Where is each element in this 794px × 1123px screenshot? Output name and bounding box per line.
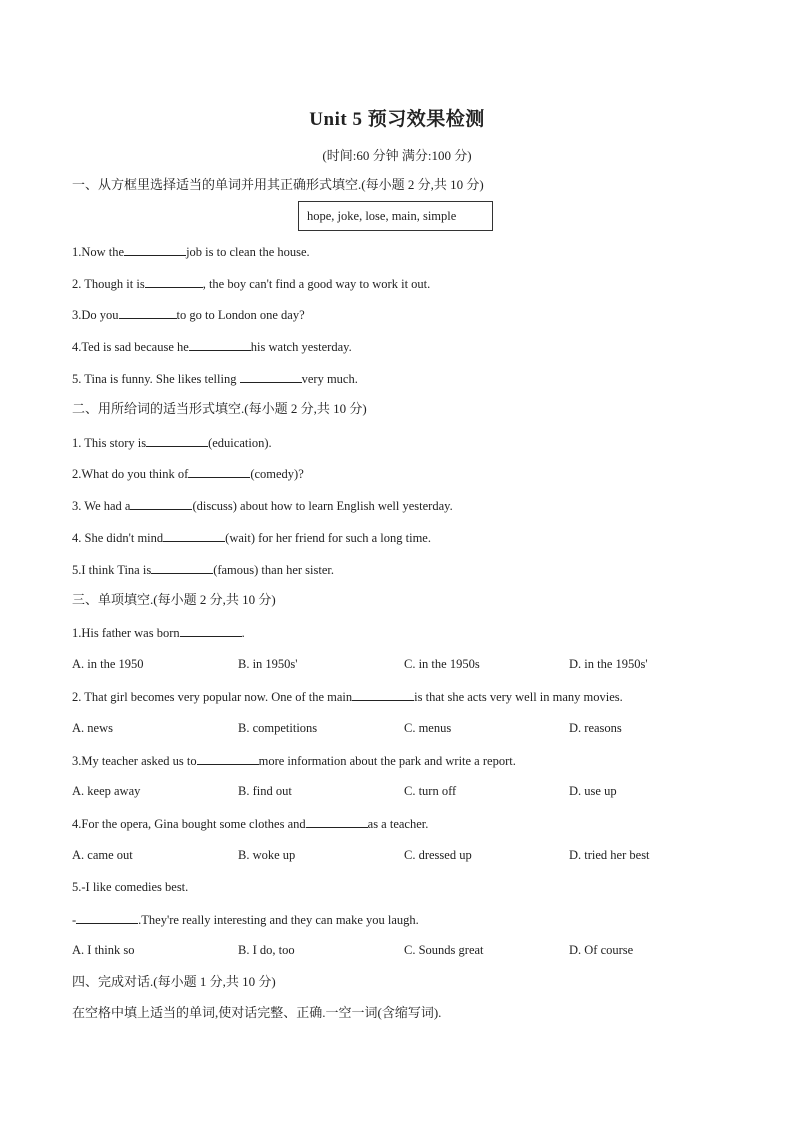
s3-question-5-response: - .They're really interesting and they can make you laugh. — [72, 913, 419, 927]
s3-question-2: 2. That girl becomes very popular now. One of the main is that she acts very well in many movies. — [72, 690, 623, 704]
option-a[interactable]: A. in the 1950 — [72, 657, 144, 671]
answer-blank[interactable] — [180, 624, 242, 637]
s3-question-5: 5.-I like comedies best. — [72, 880, 189, 894]
s1-item-1: 1.Now the job is to clean the house. — [72, 245, 310, 259]
s1-item-2: 2. Though it is , the boy can't find a good way to work it out. — [72, 277, 431, 291]
answer-blank[interactable] — [163, 529, 225, 542]
answer-blank[interactable] — [240, 370, 302, 383]
answer-blank[interactable] — [76, 911, 138, 924]
s2-item-1: 1. This story is (eduication). — [72, 436, 272, 450]
answer-blank[interactable] — [189, 338, 251, 351]
s3-question-1: 1.His father was born . — [72, 626, 245, 640]
option-c[interactable]: C. in the 1950s — [404, 657, 480, 671]
s1-item-4: 4.Ted is sad because he his watch yesterday. — [72, 340, 352, 354]
option-d[interactable]: D. use up — [569, 784, 617, 798]
section2-heading: 二、用所给词的适当形式填空.(每小题 2 分,共 10 分) — [72, 401, 367, 416]
answer-blank[interactable] — [197, 752, 259, 765]
option-c[interactable]: C. menus — [404, 721, 452, 735]
option-b[interactable]: B. find out — [238, 784, 292, 798]
option-c[interactable]: C. Sounds great — [404, 943, 484, 957]
answer-blank[interactable] — [145, 275, 203, 288]
section1-heading: 一、从方框里选择适当的单词并用其正确形式填空.(每小题 2 分,共 10 分) — [72, 177, 484, 192]
s2-item-5: 5.I think Tina is (famous) than her sister. — [72, 563, 334, 577]
answer-blank[interactable] — [119, 306, 177, 319]
option-a[interactable]: A. came out — [72, 848, 133, 862]
option-d[interactable]: D. reasons — [569, 721, 622, 735]
answer-blank[interactable] — [130, 497, 192, 510]
option-b[interactable]: B. I do, too — [238, 943, 295, 957]
section4-instruction: 在空格中填上适当的单词,使对话完整、正确.一空一词(含缩写词). — [72, 1005, 442, 1020]
page-title: Unit 5 预习效果检测 — [309, 109, 485, 130]
s3-question-4: 4.For the opera, Gina bought some clothes and as a teacher. — [72, 817, 429, 831]
option-d[interactable]: D. tried her best — [569, 848, 650, 862]
option-a[interactable]: A. news — [72, 721, 113, 735]
answer-blank[interactable] — [124, 243, 186, 256]
answer-blank[interactable] — [188, 465, 250, 478]
option-b[interactable]: B. in 1950s' — [238, 657, 298, 671]
section3-heading: 三、单项填空.(每小题 2 分,共 10 分) — [72, 592, 276, 607]
option-d[interactable]: D. Of course — [569, 943, 634, 957]
s2-item-2: 2.What do you think of (comedy)? — [72, 467, 304, 481]
answer-blank[interactable] — [306, 815, 368, 828]
answer-blank[interactable] — [352, 688, 414, 701]
section4-heading: 四、完成对话.(每小题 1 分,共 10 分) — [72, 974, 276, 989]
s3-question-3: 3.My teacher asked us to more information about the park and write a report. — [72, 754, 516, 768]
option-b[interactable]: B. woke up — [238, 848, 296, 862]
s2-item-4: 4. She didn't mind (wait) for her friend for such a long time. — [72, 531, 431, 545]
s1-item-3: 3.Do you to go to London one day? — [72, 308, 305, 322]
option-b[interactable]: B. competitions — [238, 721, 318, 735]
answer-blank[interactable] — [151, 561, 213, 574]
option-c[interactable]: C. turn off — [404, 784, 457, 798]
option-c[interactable]: C. dressed up — [404, 848, 472, 862]
option-a[interactable]: A. keep away — [72, 784, 141, 798]
option-a[interactable]: A. I think so — [72, 943, 135, 957]
exam-info: (时间:60 分钟 满分:100 分) — [322, 148, 472, 163]
word-box: hope, joke, lose, main, simple — [298, 201, 493, 231]
s2-item-3: 3. We had a (discuss) about how to learn English well yesterday. — [72, 499, 453, 513]
answer-blank[interactable] — [146, 434, 208, 447]
option-d[interactable]: D. in the 1950s' — [569, 657, 648, 671]
s1-item-5: 5. Tina is funny. She likes telling very much. — [72, 372, 358, 386]
